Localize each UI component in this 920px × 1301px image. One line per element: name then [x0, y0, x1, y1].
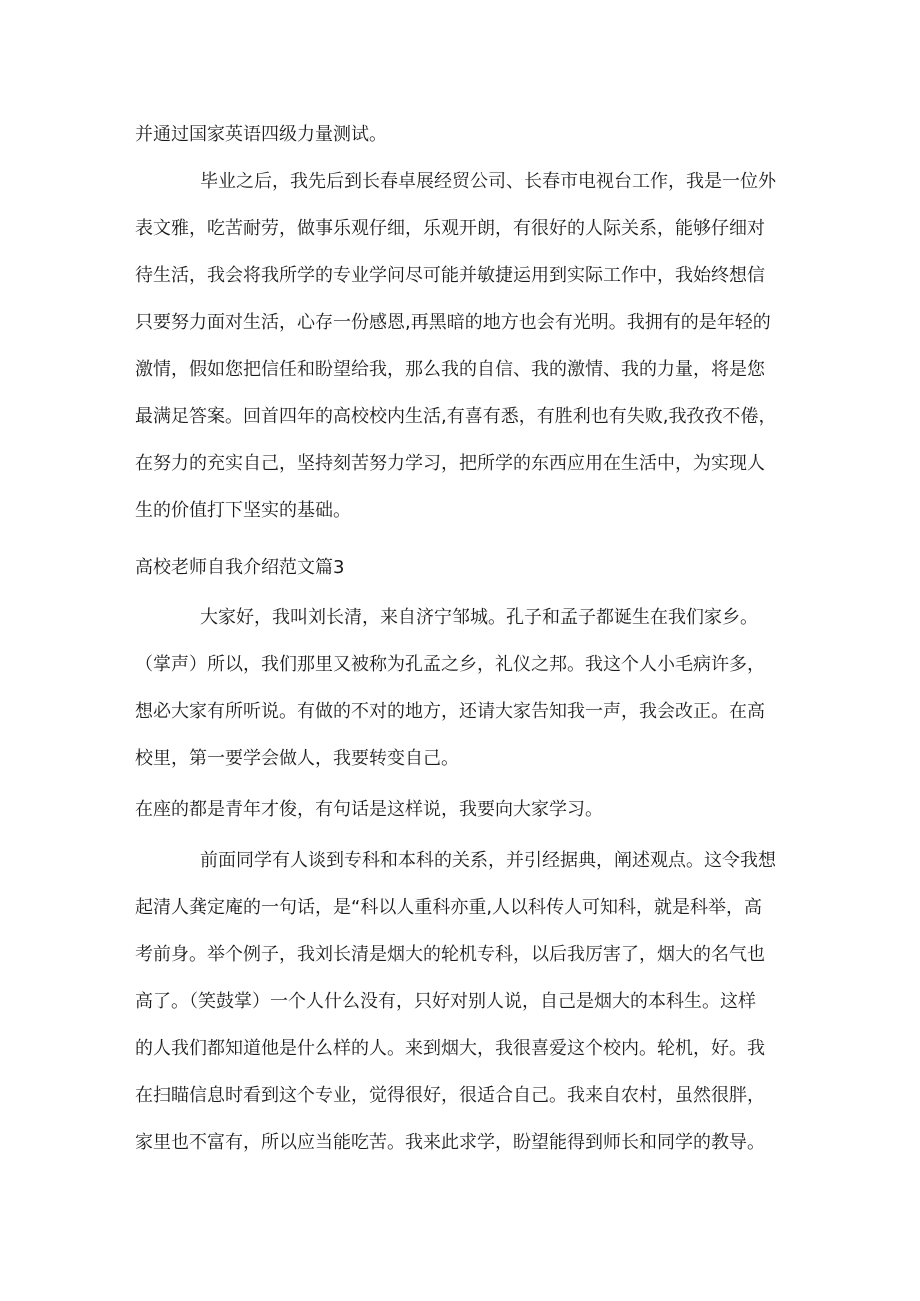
paragraph-line: 在努力的充实自己，坚持刻苦努力学习，把所学的东西应用在生活中，为实现人	[135, 453, 765, 474]
paragraph-line: 最满足答案。回首四年的高校校内生活,有喜有悉，有胜利也有失败,我孜孜不倦，	[135, 406, 777, 427]
paragraph-line: 生的价值打下坚实的基础。	[135, 500, 351, 521]
paragraph-line: 只要努力面对生活，心存一份感恩,再黑暗的地方也会有光明。我拥有的是年轻的	[135, 312, 771, 333]
paragraph-line: 起清人龚定庵的一句话，是“科以人重科亦重,人以科传人可知科，就是科举，高	[135, 897, 763, 918]
paragraph-line: 校里，第一要学会做人，我要转变自己。	[135, 748, 459, 769]
paragraph-line: 毕业之后，我先后到长春卓展经贸公司、长春市电视台工作，我是一位外	[200, 171, 776, 192]
paragraph-line: 考前身。举个例子，我刘长清是烟大的轮机专科，以后我厉害了，烟大的名气也	[135, 944, 765, 965]
paragraph-line: 大家好，我叫刘长清，来自济宁邹城。孔子和孟子都诞生在我们家乡。	[200, 607, 758, 628]
paragraph-line: 并通过国家英语四级力量测试。	[135, 124, 387, 145]
paragraph-line: 想必大家有所听说。有做的不对的地方，还请大家告知我一声，我会改正。在高	[135, 701, 765, 722]
paragraph-line: 在扫瞄信息时看到这个专业，觉得很好，很适合自己。我来自农村，虽然很胖，	[135, 1085, 765, 1106]
paragraph-line: 表文雅，吃苦耐劳，做事乐观仔细，乐观开朗，有很好的人际关系，能够仔细对	[135, 218, 765, 239]
paragraph-line: 的人我们都知道他是什么样的人。来到烟大，我很喜爱这个校内。轮机，好。我	[135, 1038, 765, 1059]
paragraph-line: 待生活，我会将我所学的专业学问尽可能并敏捷运用到实际工作中，我始终想信	[135, 265, 765, 286]
paragraph-line: （掌声）所以，我们那里又被称为孔孟之乡，礼仪之邦。我这个人小毛病许多，	[135, 654, 765, 675]
paragraph-line: 前面同学有人谈到专科和本科的关系，并引经据典，阐述观点。这令我想	[200, 850, 776, 871]
paragraph-line: 家里也不富有，所以应当能吃苦。我来此求学，盼望能得到师长和同学的教导。	[135, 1132, 765, 1153]
section-heading: 高校老师自我介绍范文篇3	[135, 557, 345, 578]
paragraph-line: 在座的都是青年才俊，有句话是这样说，我要向大家学习。	[135, 799, 603, 820]
paragraph-line: 高了。（笑鼓掌）一个人什么没有，只好对别人说，自己是烟大的本科生。这样	[135, 991, 756, 1012]
paragraph-line: 激情，假如您把信任和盼望给我，那么我的自信、我的激情、我的力量，将是您	[135, 359, 765, 380]
